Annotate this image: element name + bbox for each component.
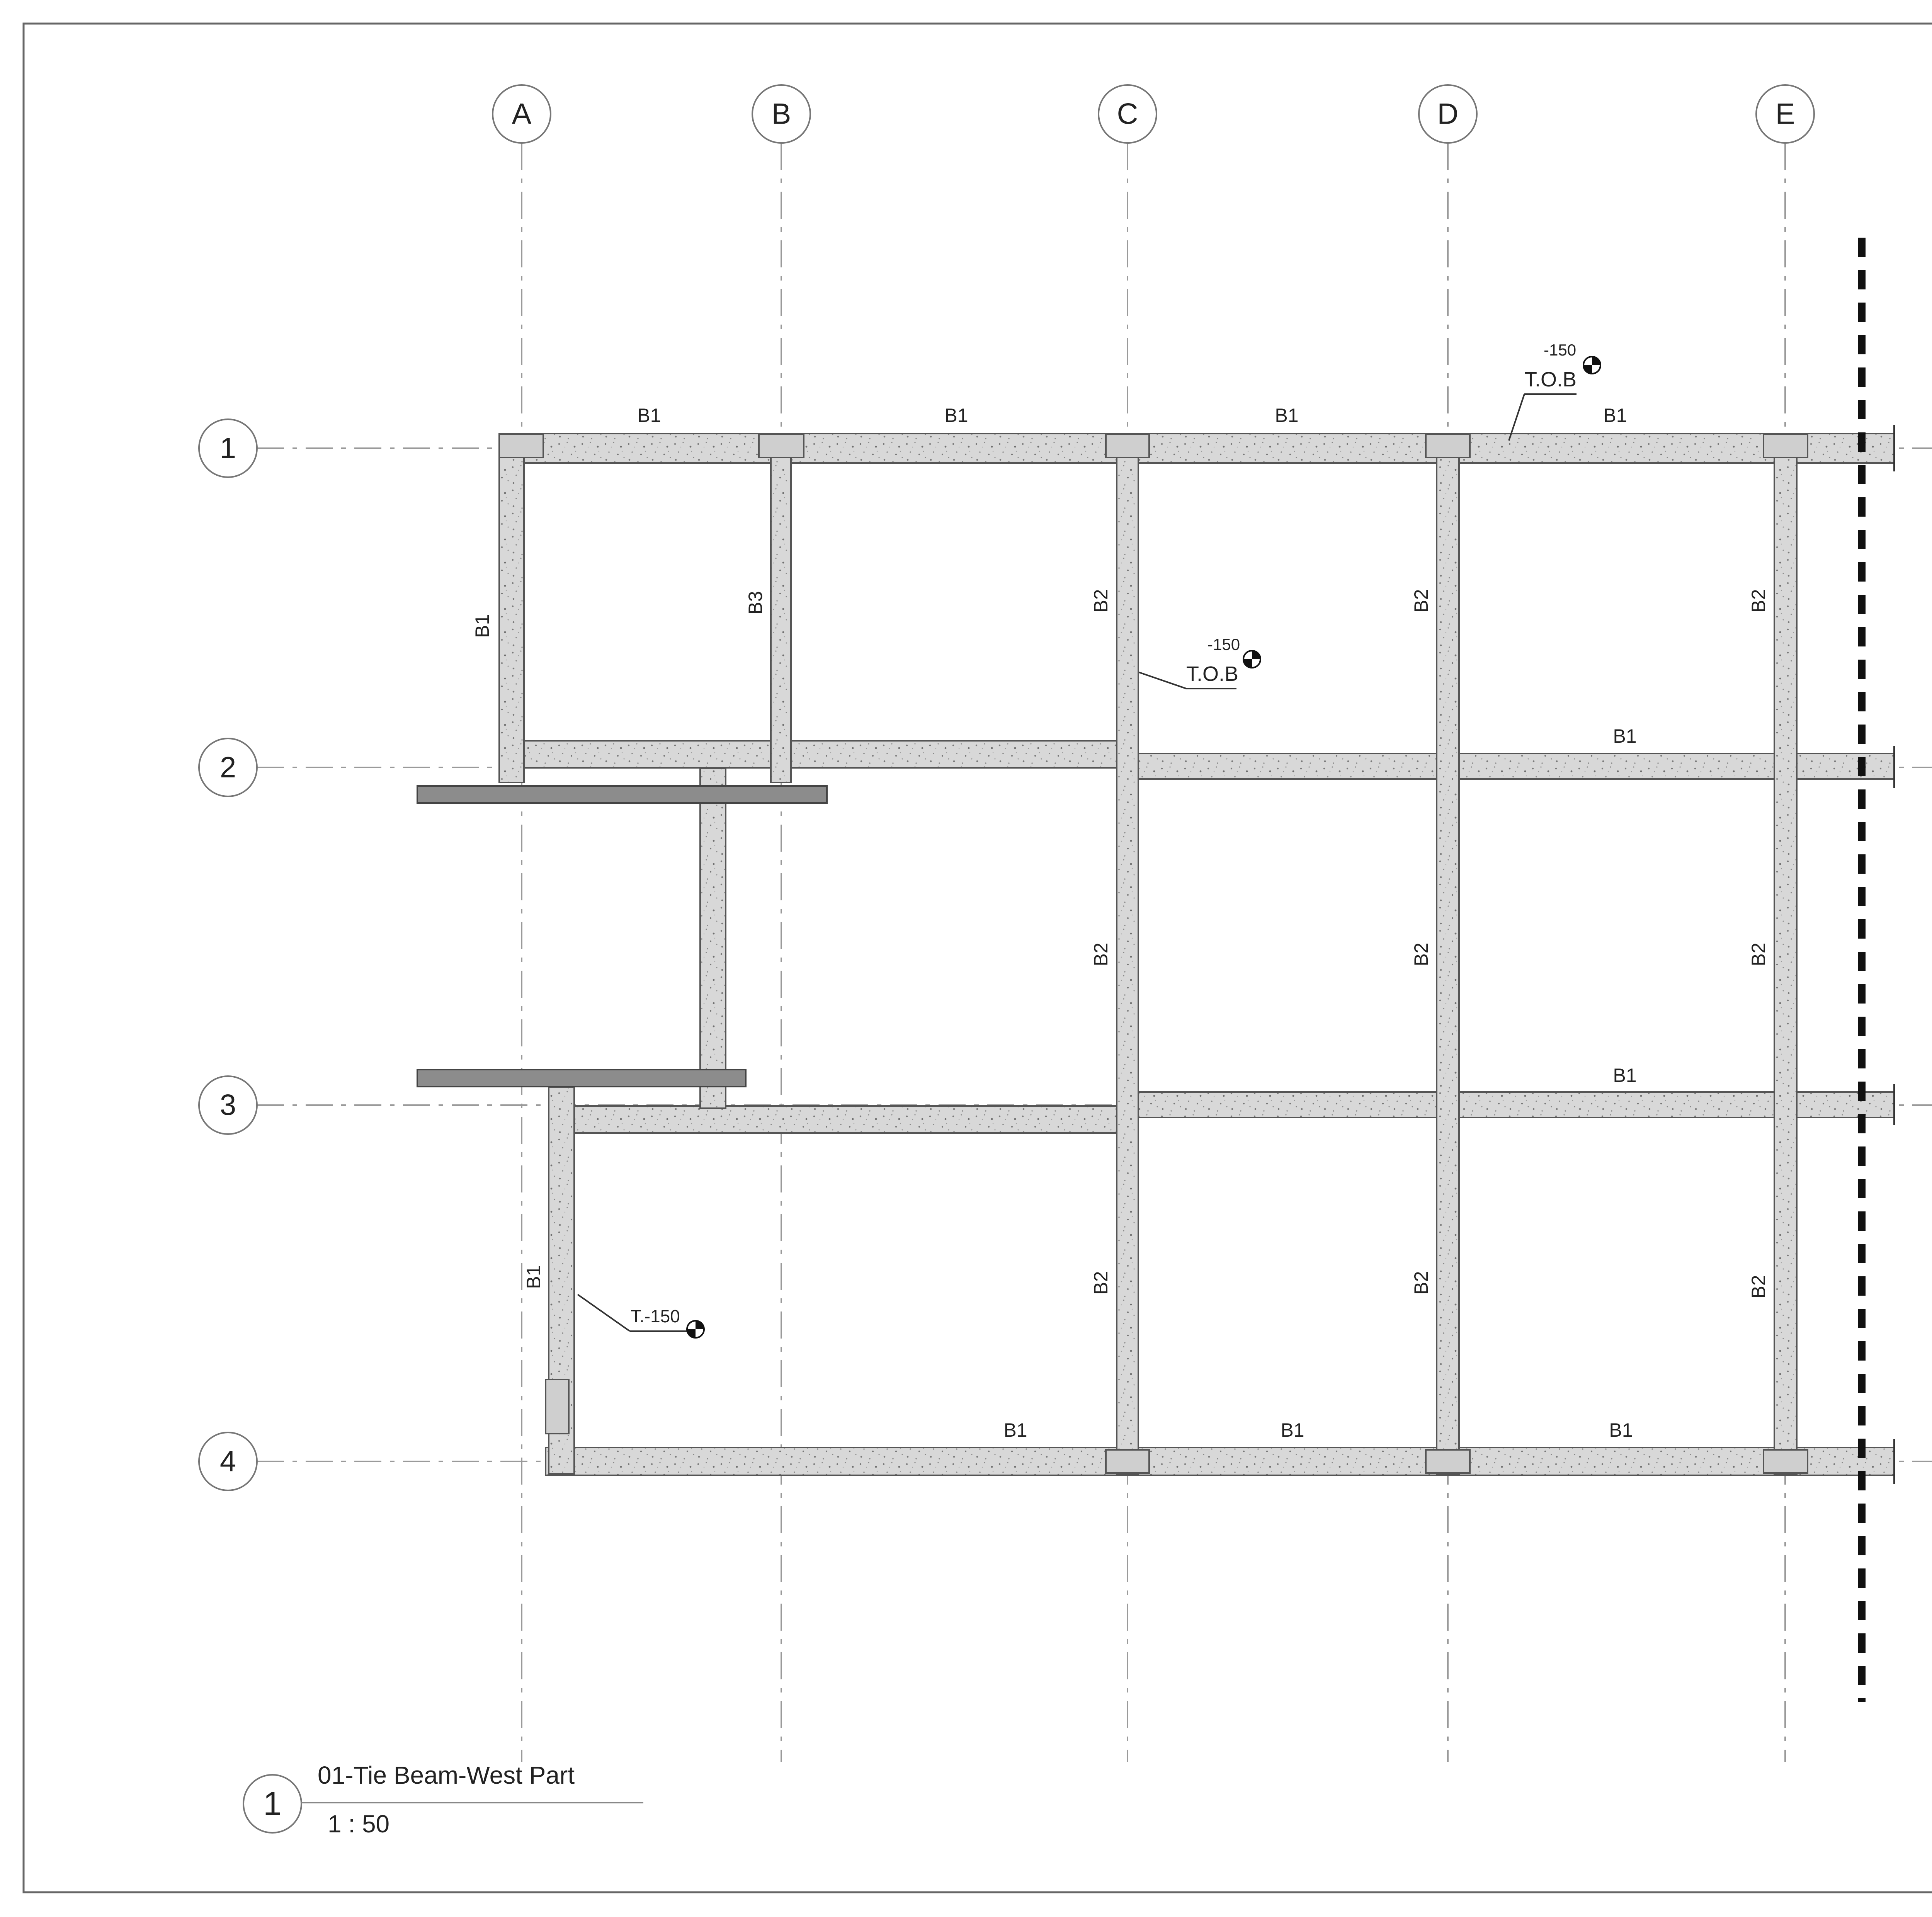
beam-label: B2 xyxy=(1410,1271,1432,1295)
grid-label-col-d: D xyxy=(1437,97,1459,131)
level-symbol-top xyxy=(1583,357,1600,374)
level-ref-mid: T.O.B xyxy=(1186,662,1239,685)
sheet-border xyxy=(24,24,1932,1892)
beam-label: B1 xyxy=(471,614,493,638)
grid-label-row-2: 2 xyxy=(219,751,236,784)
level-value-top: -150 xyxy=(1544,341,1577,359)
level-symbol-mid xyxy=(1243,651,1260,668)
beam-label: B2 xyxy=(1748,942,1769,966)
grid-label-row-3: 3 xyxy=(219,1089,236,1122)
grid-label-col-b: B xyxy=(771,97,791,131)
beam-label: B2 xyxy=(1410,942,1432,966)
beam-label: B2 xyxy=(1748,589,1769,613)
beam-label: B1 xyxy=(1275,405,1299,426)
beam-label: B2 xyxy=(1090,942,1112,966)
grid-label-col-c: C xyxy=(1117,97,1138,131)
beam-label: B1 xyxy=(1603,405,1627,426)
beam-label: B1 xyxy=(1609,1419,1633,1441)
grid-label-col-a: A xyxy=(512,97,532,131)
beam-label: B1 xyxy=(523,1265,544,1289)
beam-label: B1 xyxy=(1613,1065,1637,1086)
level-symbol-low xyxy=(687,1321,704,1338)
beam-label: B1 xyxy=(944,405,968,426)
level-leaders xyxy=(578,394,1577,1331)
view-number: 1 xyxy=(263,1785,282,1822)
grid-label-col-e: E xyxy=(1775,97,1795,131)
grid-label-row-1: 1 xyxy=(219,432,236,465)
level-ref-top: T.O.B xyxy=(1524,368,1577,391)
level-text-low: T.-150 xyxy=(631,1306,680,1326)
beam-label: B2 xyxy=(1090,1271,1112,1295)
view-title: 01-Tie Beam-West Part xyxy=(318,1761,575,1789)
grid-label-row-4: 4 xyxy=(219,1445,236,1478)
beam-label: B1 xyxy=(1281,1419,1304,1441)
view-scale: 1 : 50 xyxy=(328,1810,390,1838)
beam-label: B1 xyxy=(1613,725,1637,747)
beam-label: B2 xyxy=(1748,1275,1769,1299)
beam-label: B2 xyxy=(1410,589,1432,613)
beam-label: B3 xyxy=(745,591,766,615)
beam-label: B2 xyxy=(1090,589,1112,613)
cut-strips xyxy=(417,786,827,1087)
level-value-mid: -150 xyxy=(1208,635,1240,653)
column-pads xyxy=(499,434,1808,1473)
tie-beams xyxy=(499,434,1894,1475)
beam-label: B1 xyxy=(1003,1419,1027,1441)
beam-label: B1 xyxy=(637,405,661,426)
